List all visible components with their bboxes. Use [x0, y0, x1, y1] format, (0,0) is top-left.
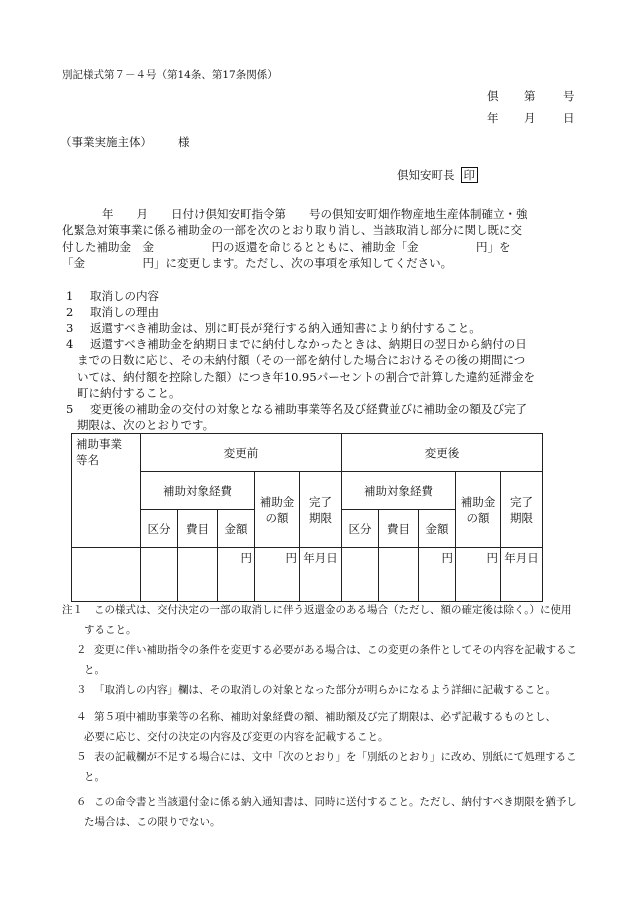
body-paragraph: [62, 206, 582, 271]
note-item: [62, 600, 592, 640]
list-item: [66, 304, 586, 320]
note-text: 「取消しの内容」欄は、その取消しの対象となった部分が明らかになるよう詳細に記載すること。: [94, 684, 556, 696]
item-number: 2: [66, 305, 74, 319]
item-text: いては、納付額を控除した額）につき年10.95パーセントの割合で計算した違約延滞金を: [77, 369, 535, 384]
item-text: 期限は、次のとおりです。: [77, 418, 215, 433]
deadline-header-after: 完了期限: [501, 472, 543, 548]
note-text: 表の記載欄が不足する場合には、文中「次のとおり」を「別紙のとおり」に改め、別紙にて処理するこ: [94, 751, 577, 763]
note-text: 第５項中補助事業等の名称、補助対象経費の額、補助額及び完了期限は、必ず記載するものとし、: [94, 711, 556, 723]
note-text: 変更に伴い補助指令の条件を変更する必要がある場合は、この変更の条件としてその内容を記載するこ: [94, 644, 577, 656]
item-text: 取消しの理由: [90, 305, 159, 319]
item-number: 1: [66, 289, 74, 303]
body-line: 「金 円」に変更します。ただし、次の事項を承知してください。: [62, 255, 453, 270]
item-text: 返還すべき補助金を納期日までに納付しなかったときは、納期日の翌日から納付の日: [90, 337, 527, 351]
project-name-cell: [72, 548, 141, 602]
item-number: 4: [66, 337, 74, 351]
note-item: [62, 707, 592, 747]
date-month: 月: [524, 111, 536, 125]
deadline-header-before: 完了期限: [300, 472, 342, 548]
doc-number-prefix: 倶: [487, 89, 499, 103]
note-item: [62, 680, 592, 700]
subsidy-amount-header-before: 補助金の額: [255, 472, 300, 548]
addressee: （事業実施主体）: [60, 135, 152, 149]
note-number: ６: [76, 796, 87, 808]
subsidy-amount-header-after: 補助金の額: [456, 472, 501, 548]
amount-header-after: 金額: [419, 510, 456, 548]
project-name-header: 補助事業等名: [72, 434, 141, 548]
form-reference: 別記様式第７－４号（第14条、第17条関係）: [62, 69, 278, 81]
category-cell-before: [141, 548, 178, 602]
addressee-honorific: 様: [178, 135, 190, 149]
list-item: [66, 401, 586, 434]
item-number: 3: [66, 321, 74, 335]
note-item: [62, 792, 592, 832]
note-number: ５: [76, 751, 87, 763]
eligible-cost-header-before: 補助対象経費: [141, 472, 255, 510]
date-day: 日: [563, 111, 575, 125]
doc-number-go: 号: [563, 89, 575, 103]
note-text: た場合は、この限りでない。: [84, 816, 221, 828]
category-cell-after: [342, 548, 379, 602]
list-item: [66, 288, 586, 304]
item-number: 5: [66, 402, 74, 416]
amount-header-before: 金額: [218, 510, 255, 548]
note-text: すること。: [84, 624, 137, 636]
body-line: 化緊急対策事業に係る補助金の一部を次のとおり取り消し、当該取消し部分に関し既に交: [62, 223, 522, 238]
item-text: 返還すべき補助金は、別に町長が発行する納入通知書により納付すること。: [90, 321, 481, 335]
deadline-cell-before: 年月日: [300, 548, 342, 602]
note-item: [62, 640, 592, 680]
note-item: [62, 747, 592, 787]
subsidy-cell-before: 円: [255, 548, 300, 602]
category-header-before: 区分: [141, 510, 178, 548]
amount-cell-before: 円: [218, 548, 255, 602]
item-text: 取消しの内容: [90, 289, 159, 303]
note-number: ３: [76, 684, 87, 696]
subsidy-change-table: [71, 433, 543, 602]
body-line: 年 月 日付け倶知安町指令第 号の倶知安町畑作物産地生産体制確立・強: [102, 207, 528, 221]
issuer-block: [397, 167, 478, 183]
item-text: までの日数に応じ、その未納付額（その一部を納付した場合におけるその後の期間につ: [77, 353, 526, 368]
note-number: ４: [76, 711, 87, 723]
note-text: 必要に応じ、交付の決定の内容及び変更の内容を記載すること。: [84, 731, 389, 743]
note-text: と。: [84, 664, 105, 676]
list-item: [66, 320, 586, 336]
after-change-header: 変更後: [342, 434, 543, 472]
date-year: 年: [487, 111, 499, 125]
note-number: 注１: [62, 604, 83, 616]
note-text: この命令書と当該還付金に係る納入通知書は、同時に送付すること。ただし、納付すべき期限を猶予し: [94, 796, 577, 808]
eligible-cost-header-after: 補助対象経費: [342, 472, 456, 510]
doc-number-dai: 第: [524, 89, 536, 103]
before-change-header: 変更前: [141, 434, 342, 472]
note-text: この様式は、交付決定の一部の取消しに伴う返還金のある場合（ただし、額の確定後は除く。）に使用: [94, 604, 572, 616]
seal-mark: 印: [461, 167, 479, 183]
note-text: と。: [84, 771, 105, 783]
list-item: [66, 336, 586, 401]
category-header-after: 区分: [342, 510, 379, 548]
body-line: 付した補助金 金 円の返還を命じるとともに、補助金「金 円」を: [62, 239, 511, 254]
expense-item-header-after: 費目: [379, 510, 419, 548]
item-text: 町に納付すること。: [77, 385, 181, 400]
deadline-cell-after: 年月日: [501, 548, 543, 602]
amount-cell-after: 円: [419, 548, 456, 602]
item-text: 変更後の補助金の交付の対象となる補助事業等名及び経費並びに補助金の額及び完了: [90, 402, 527, 416]
subsidy-cell-after: 円: [456, 548, 501, 602]
note-number: ２: [76, 644, 87, 656]
expense-item-header-before: 費目: [178, 510, 218, 548]
expense-item-cell-after: [379, 548, 419, 602]
issuer-name: 倶知安町長: [397, 168, 455, 182]
expense-item-cell-before: [178, 548, 218, 602]
